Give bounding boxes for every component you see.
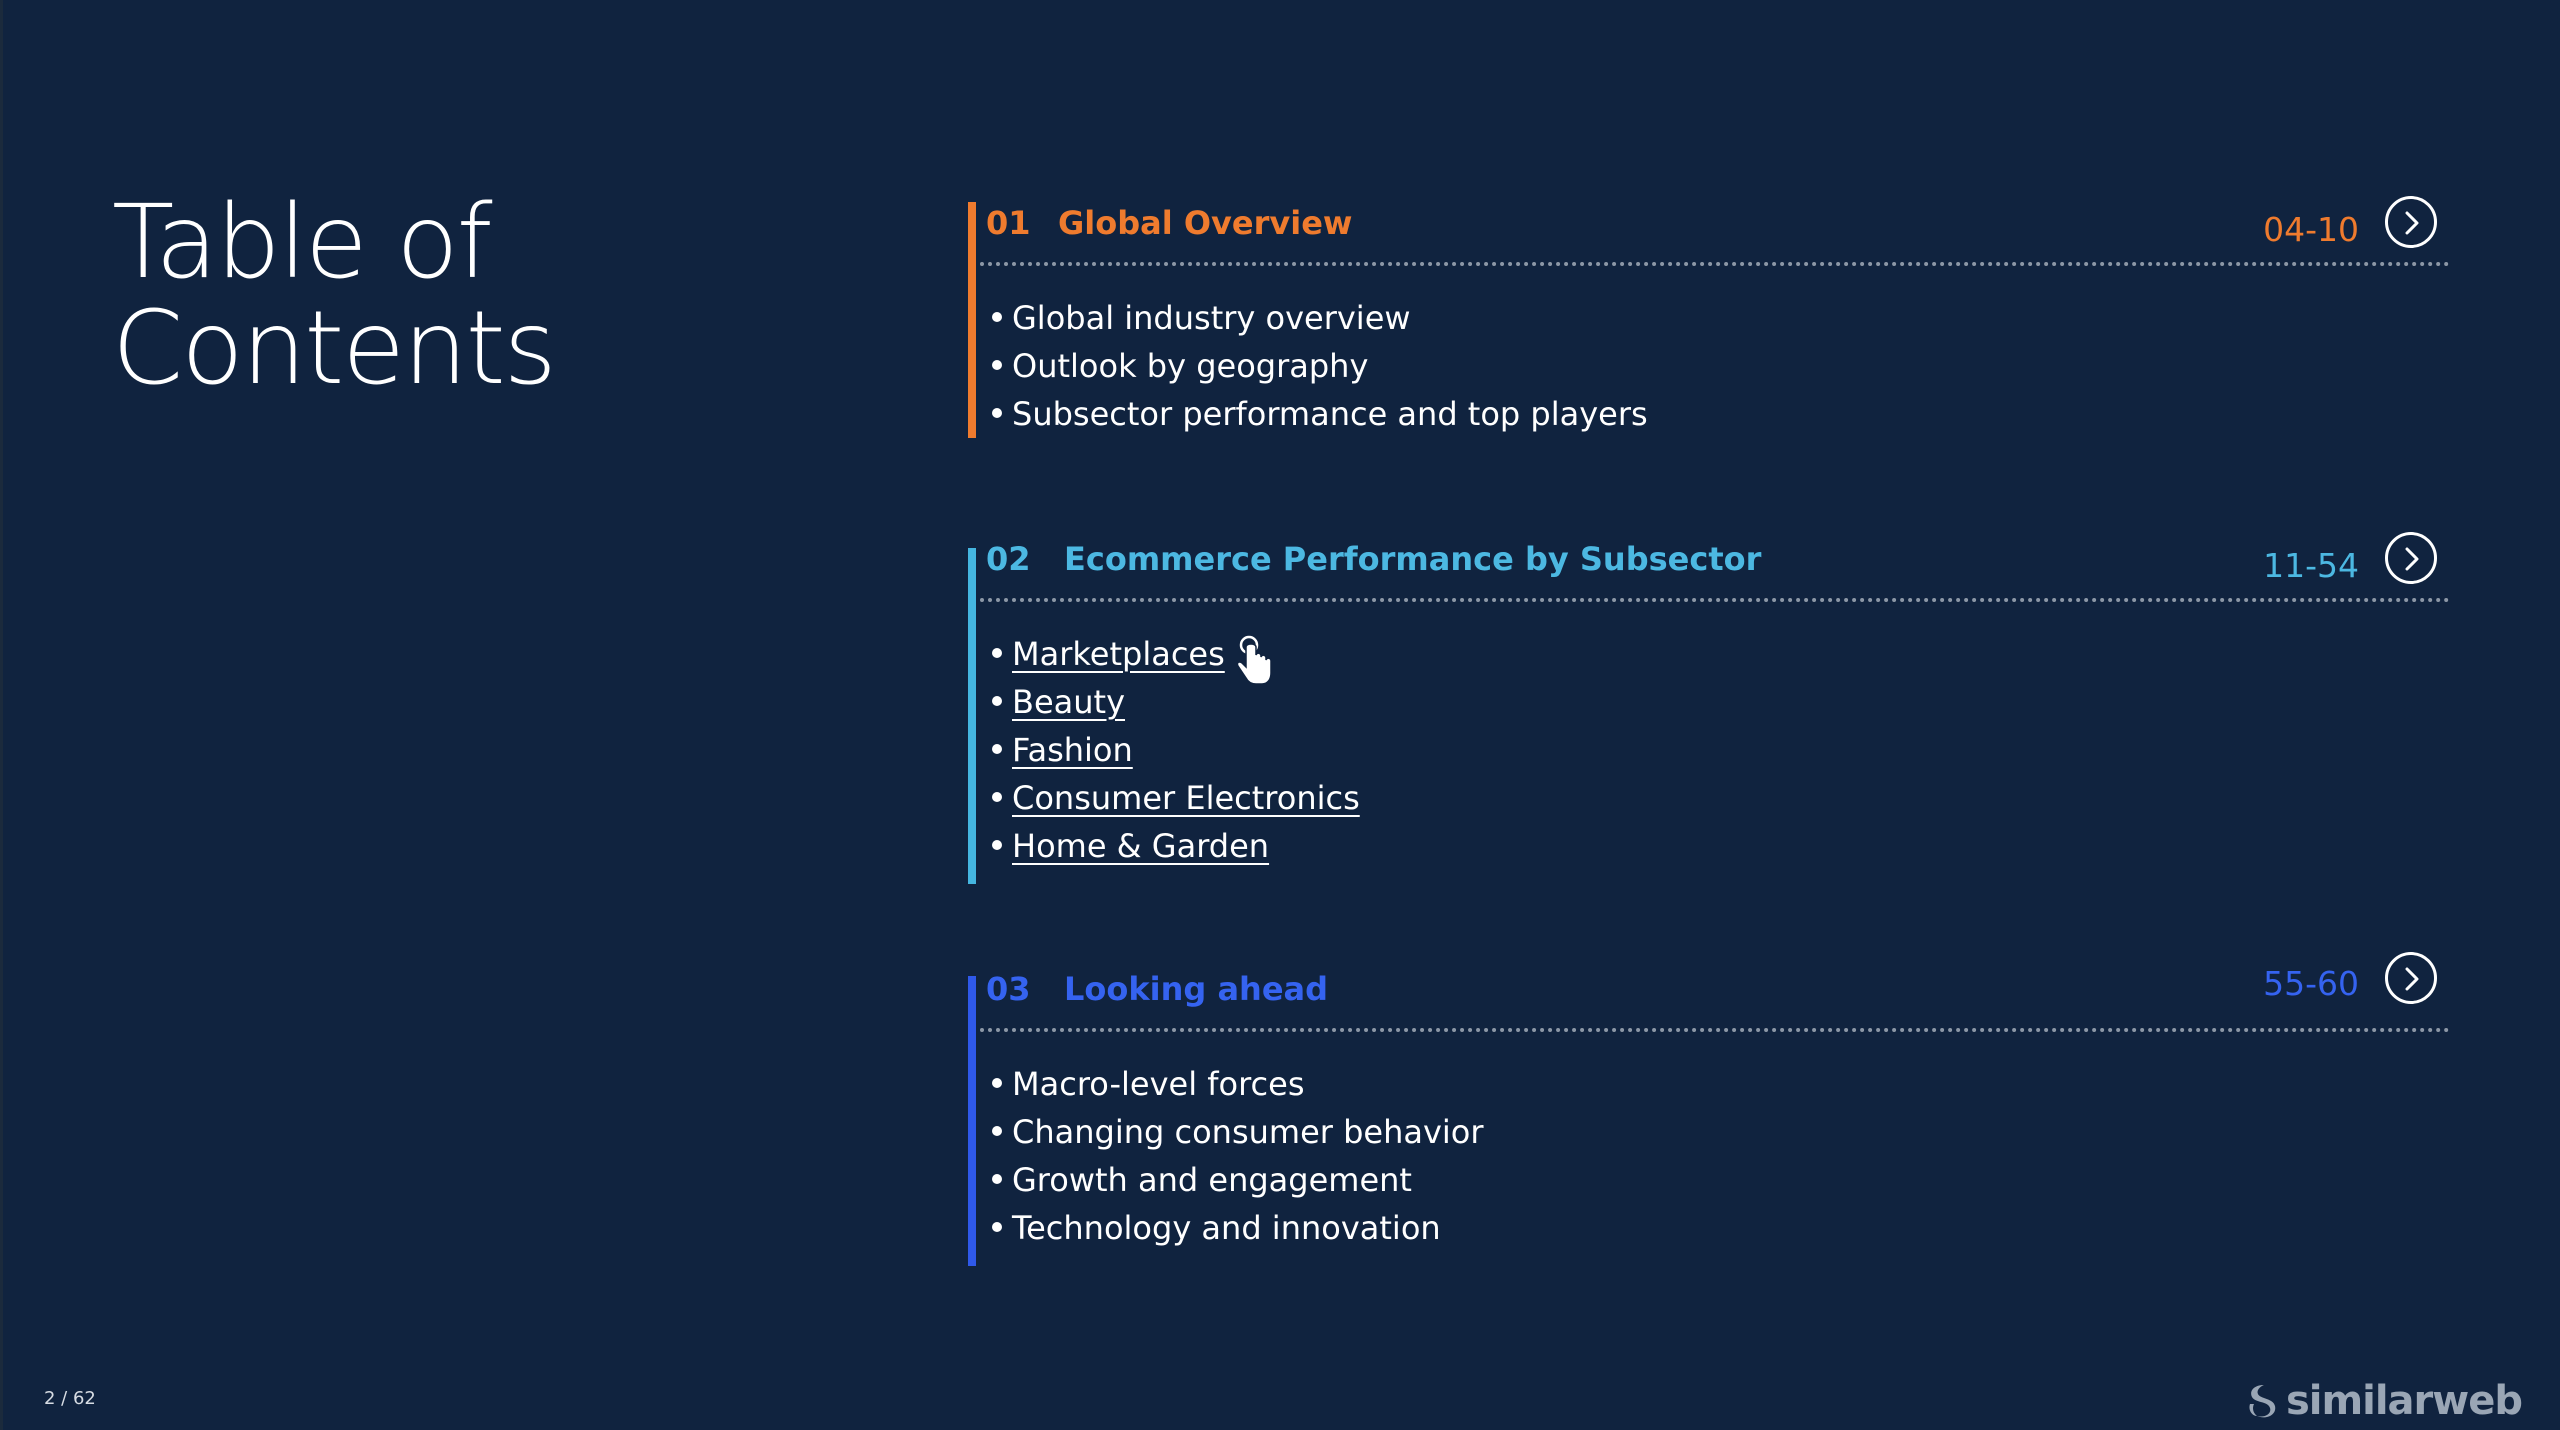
section-title: Global Overview <box>1058 204 1353 242</box>
list-item <box>992 630 1360 678</box>
similarweb-logo-icon <box>2244 1382 2280 1420</box>
section-title: Ecommerce Performance by Subsector <box>1064 540 1762 578</box>
bullet <box>992 1174 1002 1184</box>
chevron-right-icon <box>2401 966 2423 992</box>
dotted-divider <box>980 598 2450 602</box>
page-title <box>112 183 555 408</box>
bullet <box>992 648 1002 658</box>
item-text: Global industry overview <box>1012 299 1411 337</box>
bullet <box>992 408 1002 418</box>
section-pages: 11-54 <box>2263 546 2359 585</box>
section-number: 01 <box>986 204 1031 242</box>
list-item <box>992 1204 1484 1252</box>
left-edge <box>0 0 3 1430</box>
bullet <box>992 1078 1002 1088</box>
link-fashion[interactable]: Fashion <box>1012 731 1133 769</box>
page-title-line1: Table of <box>112 183 491 302</box>
link-beauty[interactable]: Beauty <box>1012 683 1126 721</box>
chevron-right-icon <box>2401 546 2423 572</box>
list-item <box>992 342 1648 390</box>
bullet <box>992 1222 1002 1232</box>
page-counter: 2 / 62 <box>44 1388 96 1409</box>
section-item-list <box>992 294 1648 438</box>
item-text: Macro-level forces <box>1012 1065 1305 1103</box>
bullet <box>992 840 1002 850</box>
list-item <box>992 1156 1484 1204</box>
item-text: Growth and engagement <box>1012 1161 1412 1199</box>
bullet <box>992 696 1002 706</box>
item-text: Technology and innovation <box>1012 1209 1441 1247</box>
link-marketplaces[interactable]: Marketplaces <box>1012 635 1225 673</box>
brand-logo <box>2244 1378 2522 1424</box>
go-to-section-button[interactable] <box>2385 532 2437 584</box>
list-item <box>992 678 1360 726</box>
dotted-divider <box>980 1028 2450 1032</box>
section-accent-bar <box>968 976 976 1266</box>
list-item <box>992 294 1648 342</box>
bullet <box>992 792 1002 802</box>
list-item <box>992 726 1360 774</box>
go-to-section-button[interactable] <box>2385 196 2437 248</box>
bullet <box>992 312 1002 322</box>
link-consumer-electronics[interactable]: Consumer Electronics <box>1012 779 1360 817</box>
list-item <box>992 1108 1484 1156</box>
brand-wordmark: similarweb <box>2285 1378 2522 1424</box>
list-item <box>992 1060 1484 1108</box>
link-home-garden[interactable]: Home & Garden <box>1012 827 1270 865</box>
chevron-right-icon <box>2401 210 2423 236</box>
section-accent-bar <box>968 548 976 884</box>
bullet <box>992 744 1002 754</box>
section-number: 03 <box>986 970 1031 1008</box>
bullet <box>992 360 1002 370</box>
section-item-list <box>992 630 1360 870</box>
item-text: Subsector performance and top players <box>1012 395 1648 433</box>
section-number: 02 <box>986 540 1031 578</box>
go-to-section-button[interactable] <box>2385 952 2437 1004</box>
item-text: Changing consumer behavior <box>1012 1113 1484 1151</box>
list-item <box>992 390 1648 438</box>
section-title: Looking ahead <box>1064 970 1329 1008</box>
list-item <box>992 774 1360 822</box>
dotted-divider <box>980 262 2450 266</box>
section-pages: 55-60 <box>2263 964 2359 1003</box>
section-accent-bar <box>968 202 976 438</box>
hand-pointer-cursor-icon <box>1233 635 1277 687</box>
item-text: Outlook by geography <box>1012 347 1369 385</box>
list-item <box>992 822 1360 870</box>
page-title-line2: Contents <box>112 289 555 408</box>
bullet <box>992 1126 1002 1136</box>
section-item-list <box>992 1060 1484 1252</box>
section-pages: 04-10 <box>2263 210 2359 249</box>
